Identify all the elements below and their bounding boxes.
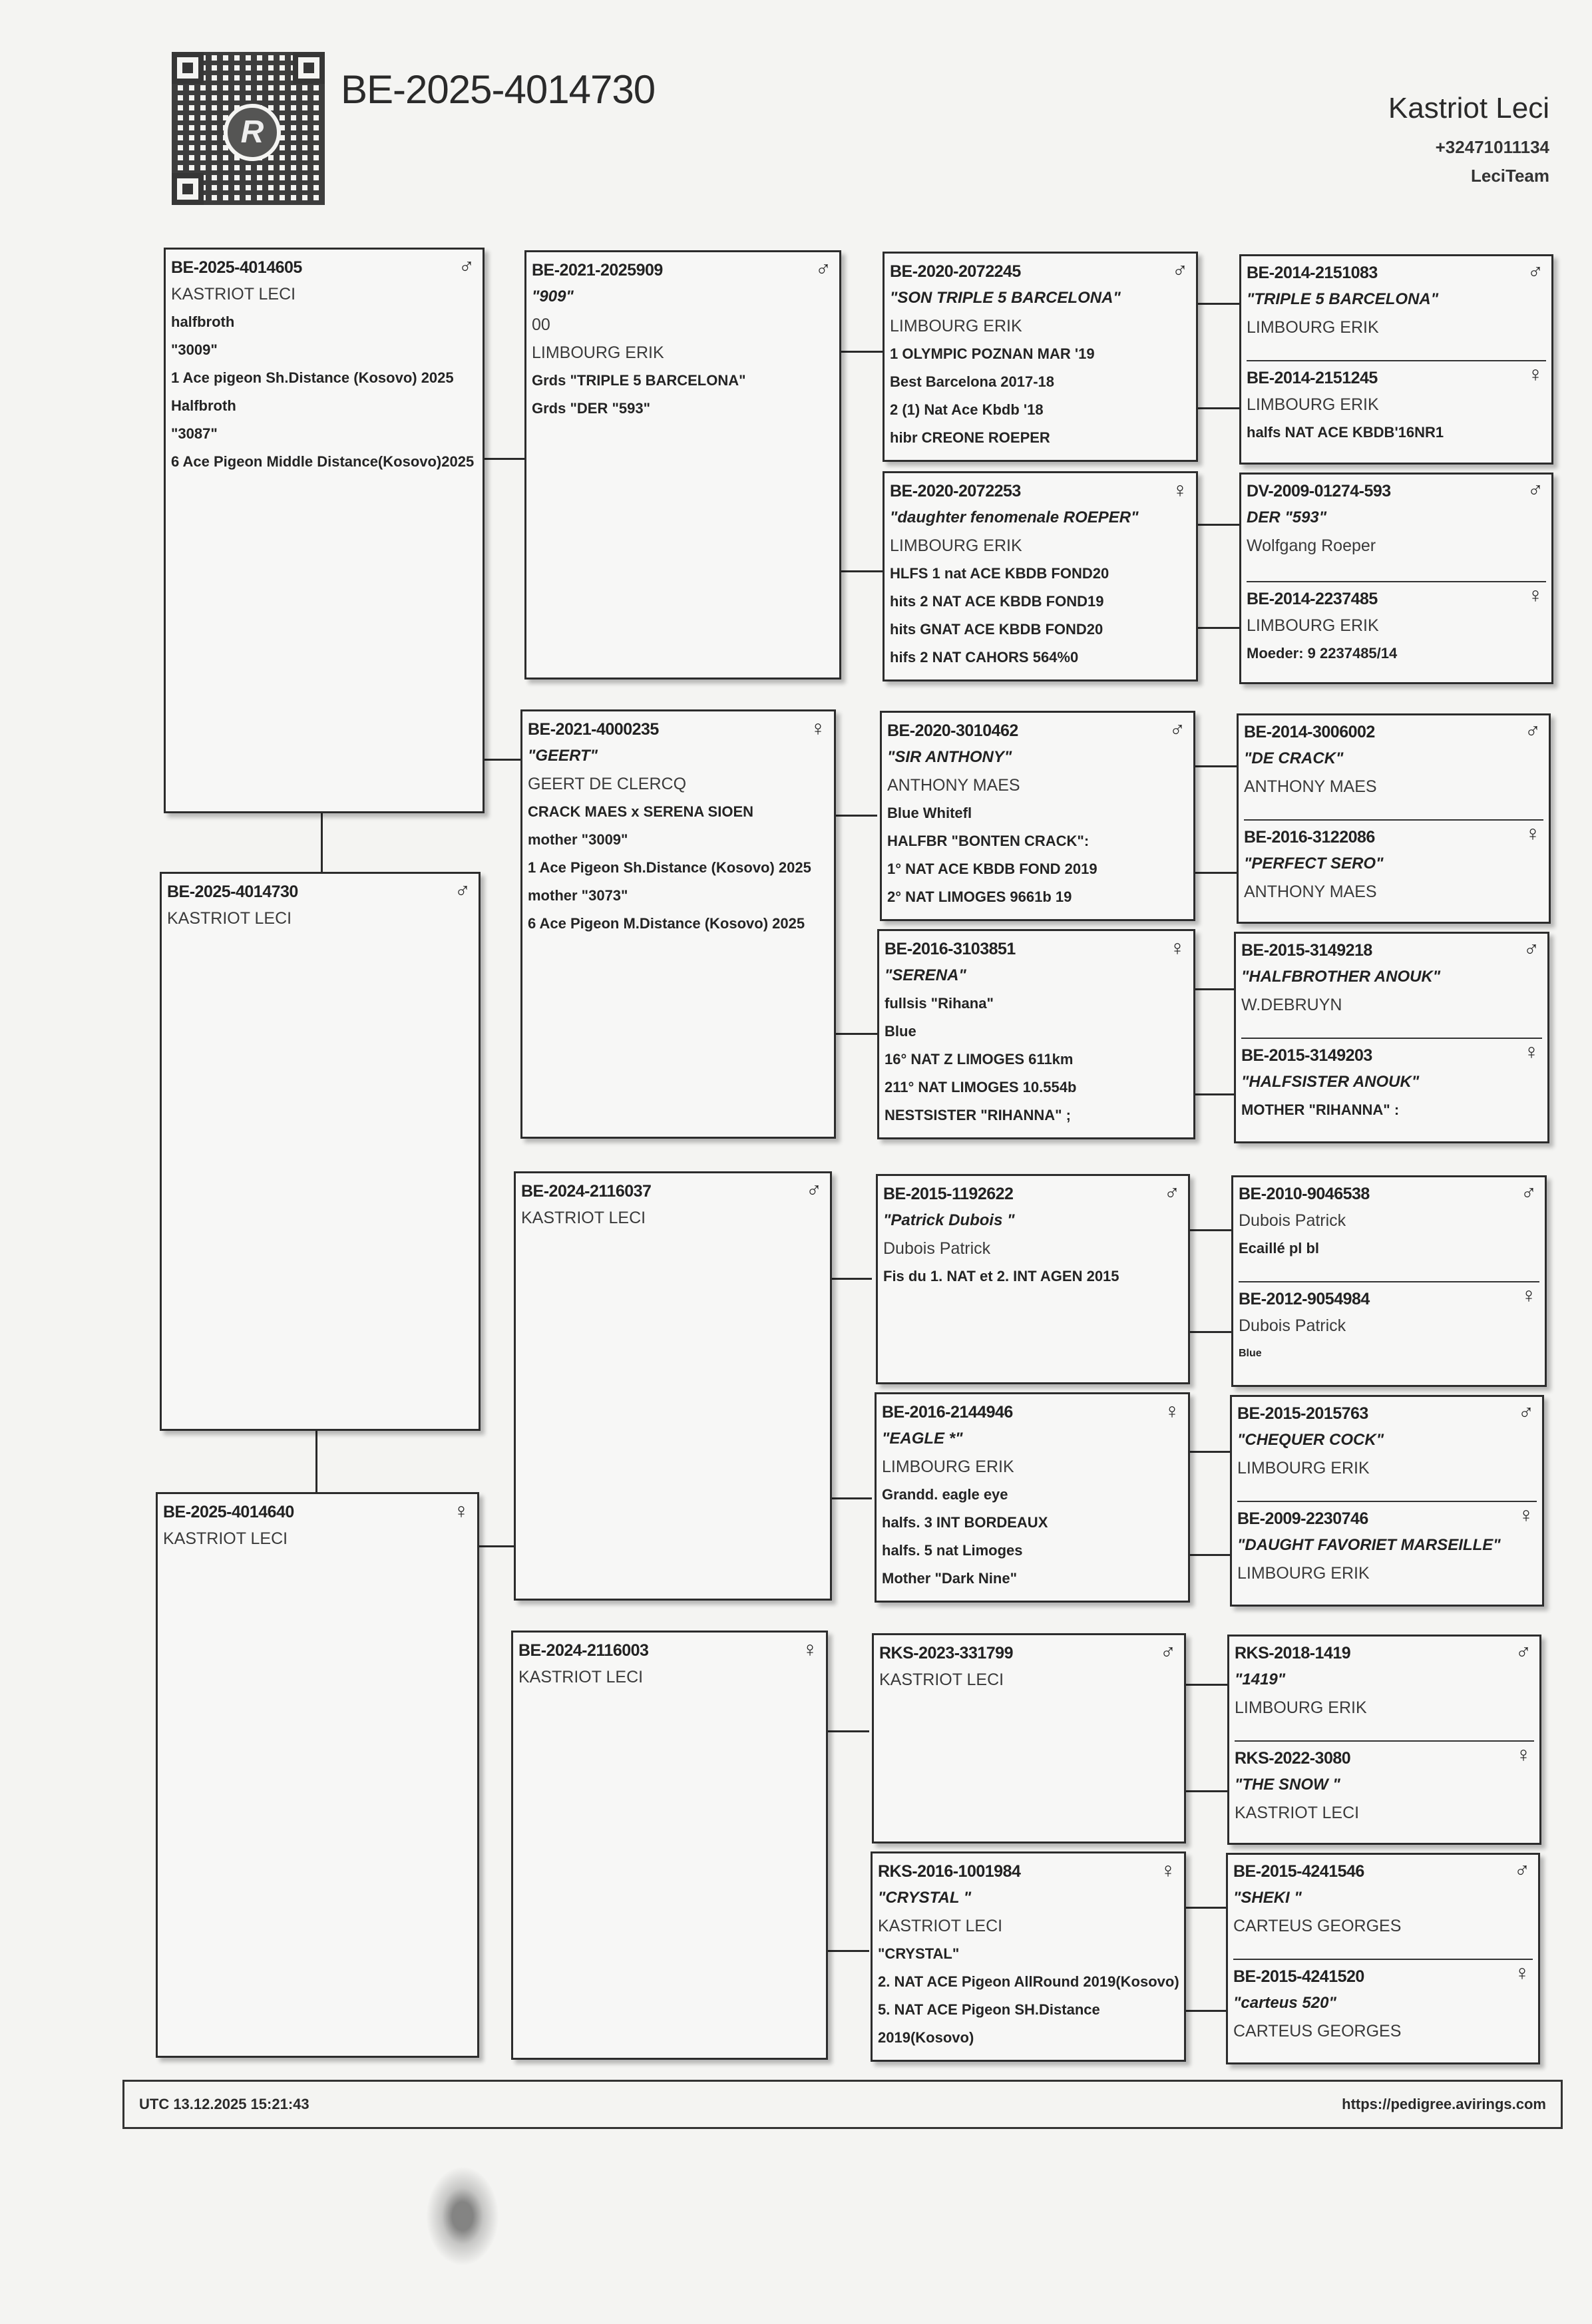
note-line: NESTSISTER "RIHANNA" ;	[885, 1107, 1071, 1123]
breeder-name: Wolfgang Roeper	[1247, 536, 1376, 555]
connector-line	[1198, 407, 1239, 409]
ring-number: BE-2021-2025909	[532, 261, 663, 280]
qr-finder	[172, 173, 204, 205]
male-icon: ♂	[1523, 937, 1539, 961]
breeder-name: KASTRIOT LECI	[518, 1668, 644, 1686]
note-line: hits GNAT ACE KBDB FOND20	[890, 621, 1103, 638]
male-icon: ♂	[1169, 717, 1185, 741]
ring-number: BE-2016-3122086	[1244, 828, 1375, 847]
breeder-name: CARTEUS GEORGES	[1233, 1917, 1402, 1935]
note-line: Grandd. eagle eye	[882, 1486, 1008, 1503]
connector-line	[1195, 765, 1237, 767]
female-icon: ♀	[1164, 1399, 1180, 1423]
note-line: Mother "Dark Nine"	[882, 1570, 1018, 1587]
owner-block	[1388, 92, 1549, 186]
connector-line	[1198, 627, 1239, 629]
pigeon-name: "PERFECT SERO"	[1244, 855, 1384, 872]
connector-line	[1195, 1093, 1237, 1095]
note-line: 2 (1) Nat Ace Kbdb '18	[890, 401, 1044, 418]
male-icon: ♂	[1515, 1640, 1531, 1664]
note-line: hits 2 NAT ACE KBDB FOND19	[890, 593, 1104, 610]
breeder-name: GEERT DE CLERCQ	[528, 775, 687, 793]
pigeon-entry	[163, 1498, 472, 1555]
note-line: 6 Ace Pigeon M.Distance (Kosovo) 2025	[528, 915, 805, 932]
ring-number: RKS-2018-1419	[1235, 1644, 1351, 1662]
note-line: Fis du 1. NAT et 2. INT AGEN 2015	[883, 1268, 1119, 1284]
female-icon: ♀	[1515, 1742, 1531, 1766]
breeder-name: KASTRIOT LECI	[1235, 1804, 1360, 1822]
male-icon: ♂	[815, 257, 831, 281]
print-timestamp: UTC 13.12.2025 15:21:43	[139, 2096, 309, 2112]
ring-number: BE-2015-2015763	[1237, 1404, 1368, 1423]
female-icon: ♀	[1169, 936, 1185, 960]
pigeon-name: "CRYSTAL "	[878, 1889, 972, 1907]
note-line: 1 OLYMPIC POZNAN MAR '19	[890, 345, 1095, 362]
note-line: "3009"	[171, 341, 218, 358]
note-line: Grds "TRIPLE 5 BARCELONA"	[532, 372, 746, 389]
pedigree-card-halfbrother[interactable]	[164, 248, 485, 813]
female-icon: ♀	[1525, 821, 1541, 845]
breeder-name: KASTRIOT LECI	[171, 285, 296, 303]
female-icon: ♀	[1160, 1858, 1176, 1882]
note-line: fullsis "Rihana"	[885, 995, 994, 1012]
female-icon: ♀	[1527, 583, 1543, 607]
connector-line	[836, 815, 877, 817]
breeder-name: Dubois Patrick	[1239, 1316, 1346, 1335]
ring-number: BE-2015-4241520	[1233, 1967, 1364, 1986]
breeder-name: LIMBOURG ERIK	[1237, 1459, 1370, 1477]
ring-number: BE-2009-2230746	[1237, 1509, 1368, 1528]
note-line: Halfbroth	[171, 397, 236, 414]
connector-line	[315, 1431, 317, 1492]
pigeon-entry-dam	[1244, 819, 1543, 908]
qr-code-icon	[172, 52, 325, 205]
breeder-name: LIMBOURG ERIK	[1247, 395, 1379, 414]
note-line: Ecaillé pl bl	[1239, 1240, 1320, 1257]
pigeon-name: "THE SNOW "	[1235, 1776, 1340, 1794]
pedigree-card-gen3[interactable]	[883, 471, 1198, 681]
pigeon-name: "SON TRIPLE 5 BARCELONA"	[890, 289, 1121, 307]
ring-number: BE-2016-3103851	[885, 940, 1016, 958]
pigeon-name: "SERENA"	[885, 966, 966, 984]
ring-number: BE-2025-4014640	[163, 1503, 294, 1521]
breeder-name: LIMBOURG ERIK	[882, 1457, 1014, 1476]
breeder-name: KASTRIOT LECI	[521, 1209, 646, 1227]
breeder-name: LIMBOURG ERIK	[890, 317, 1022, 335]
breeder-name: W.DEBRUYN	[1241, 996, 1342, 1014]
pigeon-entry	[878, 1857, 1179, 2054]
ring-number: BE-2020-2072245	[890, 262, 1021, 281]
qr-finder	[172, 52, 204, 84]
note-line: MOTHER "RIHANNA" :	[1241, 1101, 1400, 1118]
connector-line	[1195, 872, 1237, 874]
connector-line	[828, 1730, 869, 1732]
note-line: halfs. 3 INT BORDEAUX	[882, 1514, 1048, 1531]
owner-phone: +32471011134	[1435, 137, 1549, 157]
pigeon-entry	[879, 1639, 1179, 1696]
note-line: halfs NAT ACE KBDB'16NR1	[1247, 424, 1444, 441]
pigeon-entry-dam	[1235, 1740, 1534, 1830]
breeder-extra: 00	[532, 315, 550, 334]
note-line: 6 Ace Pigeon Middle Distance(Kosovo)2025	[171, 453, 475, 470]
ring-number: BE-2014-2151245	[1247, 369, 1378, 387]
ring-number: RKS-2016-1001984	[878, 1862, 1021, 1881]
ring-number: RKS-2022-3080	[1235, 1749, 1351, 1768]
connector-line	[1186, 2010, 1227, 2012]
connector-line	[832, 1278, 872, 1280]
female-icon: ♀	[1514, 1961, 1530, 1985]
pedigree-card-gen3[interactable]	[880, 711, 1195, 921]
pigeon-name: "EAGLE *"	[882, 1430, 963, 1448]
pigeon-name: "GEERT"	[528, 747, 598, 765]
pedigree-card-subject[interactable]	[160, 872, 481, 1431]
female-icon: ♀	[1172, 478, 1188, 502]
note-line: 211° NAT LIMOGES 10.554b	[885, 1079, 1077, 1095]
pigeon-name: "Patrick Dubois "	[883, 1211, 1015, 1229]
pigeon-entry-dam	[1233, 1959, 1533, 2048]
connector-line	[836, 1033, 877, 1035]
note-line: Grds "DER "593"	[532, 400, 651, 417]
connector-line	[1190, 1331, 1231, 1333]
pigeon-entry-dam	[1239, 1281, 1539, 1370]
connector-line	[1195, 988, 1237, 990]
note-line: 1 Ace pigeon Sh.Distance (Kosovo) 2025	[171, 369, 454, 386]
note-line: 1° NAT ACE KBDB FOND 2019	[887, 861, 1097, 877]
female-icon: ♀	[1518, 1503, 1534, 1527]
owner-team: LeciTeam	[1470, 166, 1549, 186]
male-icon: ♂	[1527, 260, 1543, 284]
pedigree-card-gen4-pair[interactable]	[1230, 1395, 1544, 1607]
note-line: hibr CREONE ROEPER	[890, 429, 1050, 446]
pigeon-entry-sire	[1247, 259, 1546, 360]
male-icon: ♂	[1164, 1181, 1180, 1205]
pedigree-card-gen4-pair[interactable]	[1234, 932, 1549, 1143]
ring-number: BE-2014-2237485	[1247, 590, 1378, 608]
footer-bar	[122, 2080, 1563, 2129]
connector-line	[832, 1497, 872, 1499]
connector-line	[485, 759, 522, 761]
pedigree-card-gen3[interactable]	[883, 252, 1198, 462]
pigeon-name: "DAUGHT FAVORIET MARSEILLE"	[1237, 1536, 1501, 1554]
male-icon: ♂	[459, 254, 475, 278]
breeder-name: ANTHONY MAES	[1244, 777, 1377, 796]
note-line: halfbroth	[171, 313, 235, 330]
pigeon-entry-sire	[1241, 936, 1542, 1038]
female-icon: ♀	[453, 1499, 469, 1523]
qr-finder	[293, 52, 325, 84]
connector-line	[841, 351, 883, 353]
pigeon-entry	[890, 477, 1191, 674]
male-icon: ♂	[1518, 1400, 1534, 1424]
connector-line	[1190, 1554, 1231, 1556]
breeder-name: LIMBOURG ERIK	[532, 343, 664, 362]
pedigree-card-gen4-pair[interactable]	[1231, 1175, 1547, 1387]
male-icon: ♂	[1514, 1858, 1530, 1882]
male-icon: ♂	[455, 878, 471, 902]
page-title: BE-2025-4014730	[341, 67, 656, 112]
female-icon: ♀	[1521, 1283, 1537, 1307]
pedigree-card-dam-2[interactable]	[511, 1631, 828, 2060]
connector-line	[1190, 1451, 1231, 1453]
pigeon-name: "daughter fenomenale ROEPER"	[890, 508, 1139, 526]
ring-number: BE-2015-3149203	[1241, 1046, 1372, 1065]
website-link[interactable]: https://pedigree.avirings.com	[1342, 2096, 1546, 2112]
pedigree-card-gen3[interactable]	[877, 929, 1195, 1139]
pigeon-name: DER "593"	[1247, 508, 1327, 526]
pedigree-card-gen3[interactable]	[875, 1392, 1190, 1603]
pigeon-entry	[532, 256, 834, 425]
ring-number: BE-2012-9054984	[1239, 1290, 1370, 1308]
connector-line	[1186, 1790, 1227, 1792]
pigeon-entry	[528, 715, 829, 940]
pigeon-name: "1419"	[1235, 1670, 1286, 1688]
pigeon-entry-dam	[1241, 1038, 1542, 1127]
pigeon-entry-dam	[1247, 581, 1546, 670]
pedigree-card-gen3[interactable]	[872, 1633, 1186, 1843]
note-line: Moeder: 9 2237485/14	[1247, 645, 1398, 662]
breeder-name: LIMBOURG ERIK	[890, 536, 1022, 555]
connector-line	[841, 570, 883, 572]
breeder-name: ANTHONY MAES	[887, 776, 1020, 795]
note-line: mother "3073"	[528, 887, 628, 904]
ring-number: BE-2015-1192622	[883, 1185, 1014, 1203]
breeder-name: KASTRIOT LECI	[167, 909, 292, 928]
ring-number: BE-2020-3010462	[887, 721, 1018, 740]
ring-number: BE-2015-3149218	[1241, 941, 1372, 960]
pedigree-card-gen4-pair[interactable]	[1237, 713, 1551, 924]
note-line: Best Barcelona 2017-18	[890, 373, 1055, 390]
pigeon-name: "SIR ANTHONY"	[887, 748, 1012, 766]
male-icon: ♂	[1160, 1640, 1176, 1664]
ring-number: BE-2014-2151083	[1247, 264, 1378, 282]
ring-number: BE-2024-2116037	[521, 1182, 652, 1201]
pigeon-name: "909"	[532, 288, 574, 305]
breeder-name: ANTHONY MAES	[1244, 882, 1377, 901]
ring-number: BE-2024-2116003	[518, 1641, 649, 1660]
pigeon-entry-sire	[1247, 477, 1546, 581]
note-line: 2019(Kosovo)	[878, 2029, 974, 2046]
note-line: halfs. 5 nat Limoges	[882, 1542, 1023, 1559]
ring-number: RKS-2023-331799	[879, 1644, 1013, 1662]
pigeon-entry	[521, 1177, 825, 1235]
note-line: HALFBR "BONTEN CRACK":	[887, 833, 1090, 849]
note-line: Blue	[885, 1023, 916, 1040]
note-line: 1 Ace Pigeon Sh.Distance (Kosovo) 2025	[528, 859, 811, 876]
breeder-name: LIMBOURG ERIK	[1235, 1698, 1367, 1717]
connector-line	[1190, 1229, 1231, 1231]
owner-name: Kastriot Leci	[1388, 92, 1549, 124]
pedigree-card-gen3[interactable]	[871, 1851, 1186, 2062]
pedigree-card-dam[interactable]	[520, 709, 836, 1139]
pigeon-entry	[171, 254, 477, 479]
pigeon-entry	[885, 935, 1188, 1132]
connector-line	[828, 1950, 869, 1952]
breeder-name: Dubois Patrick	[883, 1239, 991, 1258]
pigeon-entry	[887, 717, 1188, 914]
breeder-name: Dubois Patrick	[1239, 1211, 1346, 1230]
note-line: HLFS 1 nat ACE KBDB FOND20	[890, 565, 1109, 582]
connector-line	[1186, 1684, 1227, 1686]
pedigree-card-sire[interactable]	[524, 250, 841, 679]
female-icon: ♀	[1527, 362, 1543, 386]
ring-number: BE-2010-9046538	[1239, 1185, 1370, 1203]
ring-number: BE-2021-4000235	[528, 720, 659, 739]
pigeon-name: "DE CRACK"	[1244, 749, 1344, 767]
pigeon-entry	[518, 1637, 821, 1694]
male-icon: ♂	[1172, 258, 1188, 282]
pigeon-entry-sire	[1235, 1639, 1534, 1740]
note-line: mother "3009"	[528, 831, 628, 848]
breeder-name: KASTRIOT LECI	[879, 1670, 1004, 1689]
ring-number: BE-2025-4014605	[171, 258, 302, 277]
female-icon: ♀	[810, 716, 826, 740]
breeder-name: LIMBOURG ERIK	[1237, 1564, 1370, 1583]
pedigree-card-gen3[interactable]	[876, 1174, 1190, 1384]
breeder-name: KASTRIOT LECI	[163, 1529, 288, 1548]
ring-number: BE-2015-4241546	[1233, 1862, 1364, 1881]
note-line: Blue	[1239, 1348, 1262, 1359]
pigeon-entry	[890, 258, 1191, 455]
ring-number: DV-2009-01274-593	[1247, 482, 1391, 500]
connector-line	[1198, 524, 1239, 526]
note-line: hifs 2 NAT CAHORS 564%0	[890, 649, 1079, 666]
pedigree-card-sister[interactable]	[156, 1492, 479, 2058]
pigeon-entry-dam	[1247, 360, 1546, 449]
pigeon-entry	[883, 1180, 1183, 1293]
ink-stamp-mark	[426, 2166, 499, 2266]
note-line: 16° NAT Z LIMOGES 611km	[885, 1051, 1074, 1067]
connector-line	[1186, 1907, 1227, 1909]
pigeon-entry-sire	[1239, 1180, 1539, 1281]
pedigree-card-gen4-pair[interactable]	[1227, 1635, 1541, 1845]
pedigree-card-sire-2[interactable]	[514, 1171, 832, 1601]
note-line: "3087"	[171, 425, 218, 442]
breeder-name: LIMBOURG ERIK	[1247, 318, 1379, 337]
pedigree-card-gen4-pair[interactable]	[1239, 254, 1553, 465]
connector-line	[479, 1545, 514, 1547]
pedigree-card-gen4-pair[interactable]	[1239, 473, 1553, 684]
ring-number: BE-2020-2072253	[890, 482, 1021, 500]
pigeon-name: "TRIPLE 5 BARCELONA"	[1247, 290, 1439, 308]
note-line: CRACK MAES x SERENA SIOEN	[528, 803, 754, 820]
pigeon-name: "SHEKI "	[1233, 1889, 1302, 1907]
ring-number: BE-2025-4014730	[167, 882, 298, 901]
note-line: "CRYSTAL"	[878, 1945, 960, 1962]
pigeon-name: "HALFSISTER ANOUK"	[1241, 1073, 1420, 1091]
male-icon: ♂	[1521, 1181, 1537, 1205]
breeder-name: CARTEUS GEORGES	[1233, 2022, 1402, 2040]
qr-logo-icon: R	[224, 104, 281, 161]
pigeon-entry-sire	[1244, 718, 1543, 819]
pigeon-entry-dam	[1237, 1501, 1537, 1590]
pigeon-entry-sire	[1237, 1400, 1537, 1501]
connector-line	[1198, 303, 1239, 305]
male-icon: ♂	[1527, 478, 1543, 502]
pigeon-entry-sire	[1233, 1857, 1533, 1959]
pigeon-name: "HALFBROTHER ANOUK"	[1241, 968, 1441, 986]
note-line: 2° NAT LIMOGES 9661b 19	[887, 888, 1072, 905]
connector-line	[485, 458, 526, 460]
female-icon: ♀	[1523, 1040, 1539, 1064]
male-icon: ♂	[806, 1178, 822, 1202]
breeder-name: KASTRIOT LECI	[878, 1917, 1003, 1935]
ring-number: BE-2016-2144946	[882, 1403, 1013, 1422]
pigeon-entry	[167, 878, 473, 935]
connector-line	[321, 813, 323, 872]
note-line: 2. NAT ACE Pigeon AllRound 2019(Kosovo)	[878, 1973, 1179, 1990]
breeder-name: LIMBOURG ERIK	[1247, 616, 1379, 635]
note-line: Blue Whitefl	[887, 805, 972, 821]
pedigree-card-gen4-pair[interactable]	[1226, 1853, 1540, 2064]
pigeon-name: "carteus 520"	[1233, 1994, 1336, 2012]
female-icon: ♀	[802, 1637, 818, 1661]
male-icon: ♂	[1525, 719, 1541, 743]
note-line: 5. NAT ACE Pigeon SH.Distance	[878, 2001, 1100, 2018]
pigeon-entry	[882, 1398, 1183, 1595]
pigeon-name: "CHEQUER COCK"	[1237, 1431, 1384, 1449]
ring-number: BE-2014-3006002	[1244, 723, 1375, 741]
